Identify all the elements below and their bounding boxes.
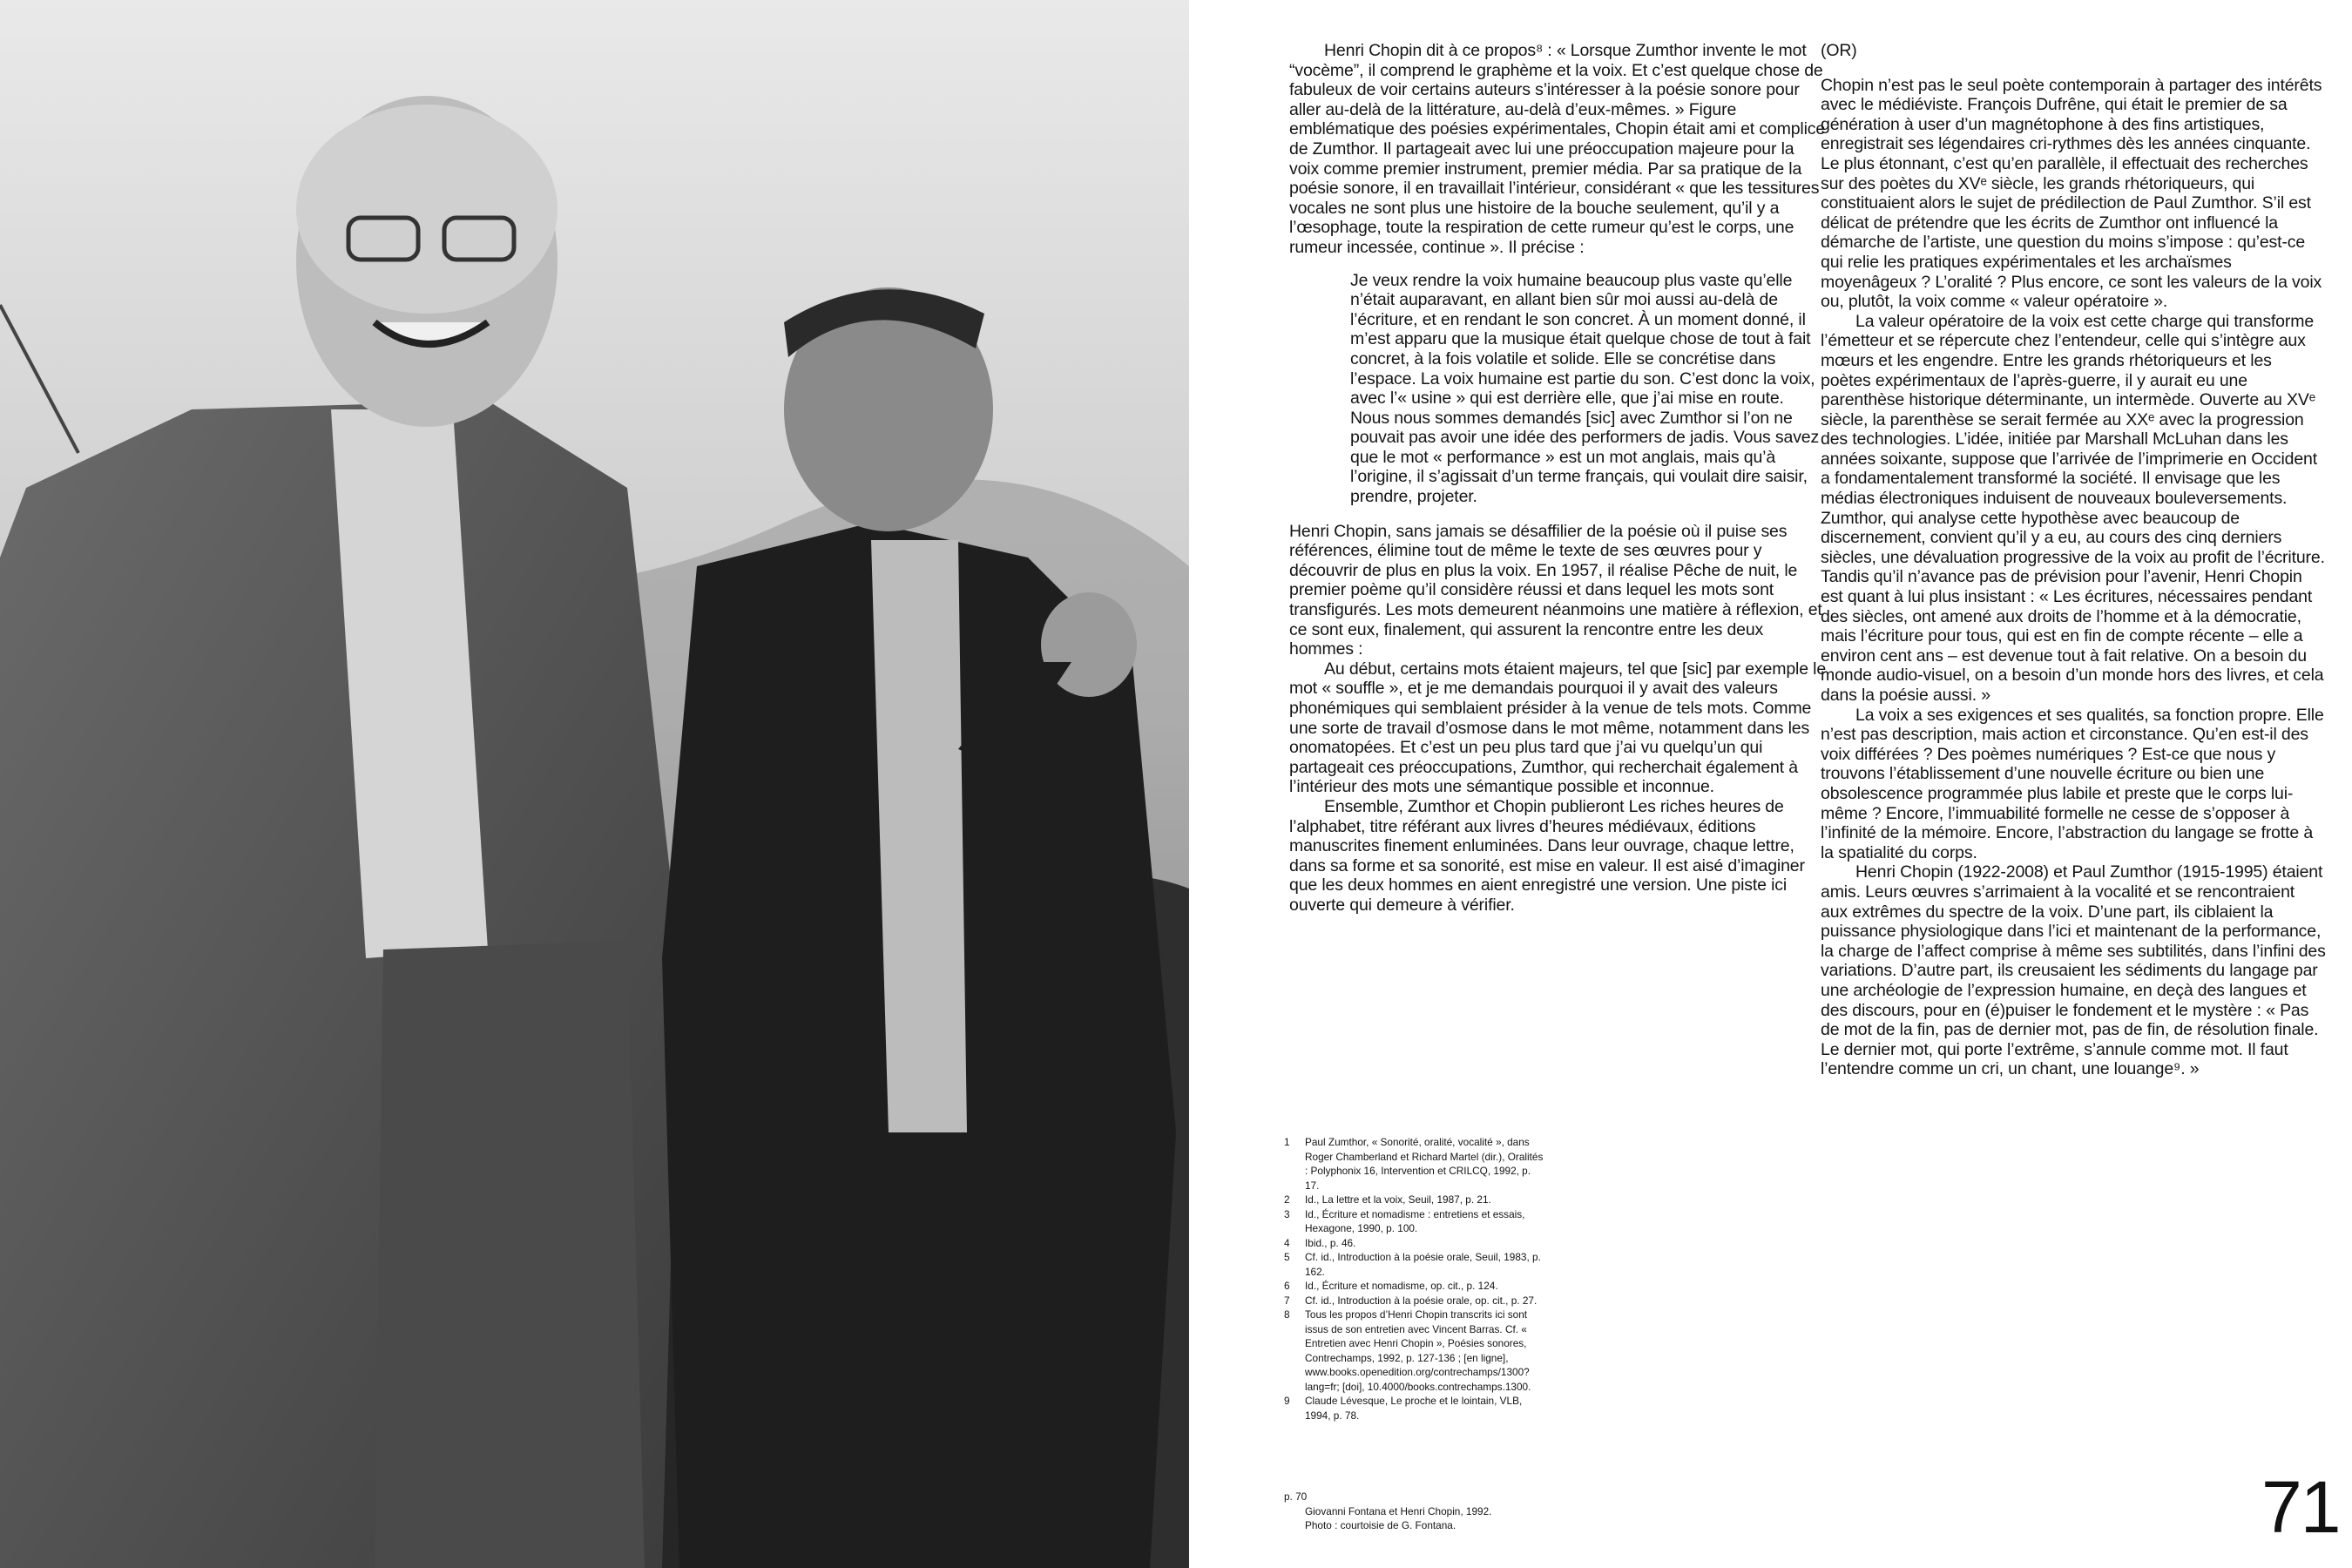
paragraph: La valeur opératoire de la voix est cette charge qui transforme l’émetteur et se répercute chez l’entendeur, celle qui s’intègre aux mœurs et les engendre. Entre les grands rhétoriqueurs et les poètes expérimentaux de l’après-guerre, il y aurait eu une parenthèse historique déterminante, un intermède. Ouverte au XVᵉ siècle, la parenthèse se serait fermée au XXᵉ avec la progression des technologies. L’idée, initiée par Marshall McLuhan dans les années soixante, suppose que l’arrivée de l’imprimerie en Occident a fondamentalement transformé la société. Il envisage que les médias électroniques induisent de nouveaux bouleversements. Zumthor, qui analyse cette hypothèse avec beaucoup de discernement, convient qu’il y a eu, au cours des cinq derniers siècles, une dévaluation progressive de la voix au profit de l’écriture. Tandis qu’il n’avance pas de prévision pour l’avenir, Henri Chopin est quant à lui plus insistant : « Les écritures, nécessaires pendant des siècles, ont amené aux droits de l’homme et à la démocratie, mais l’écriture pour tous, qui est en fin de compte récente – elle a environ cent ans – est devenue tout à fait relative. On a besoin du monde audio-visuel, on a besoin d’un monde hors des livres, et cela dans la poésie aussi. »: [1821, 311, 2325, 705]
paragraph: Chopin n’est pas le seul poète contemporain à partager des intérêts avec le médiéviste. François Dufrêne, qui était le premier de sa génération à user d’un magnétophone à des fins artistiques, enregistrait ses légendaires cri-rythmes dès les années cinquante. Le plus étonnant, c’est qu’en parallèle, il effectuait des recherches sur des poètes du XVᵉ siècle, les grands rhétoriqueurs, qui constituaient alors le sujet de prédilection de Paul Zumthor. S’il est délicat de prétendre que les écrits de Zumthor ont influencé la démarche de l’artiste, une question du moins s’impose : qu’est-ce qui relie les pratiques expérimentales et les archaïsmes moyenâgeux ? L’oralité ? Plus encore, ce sont les valeurs de la voix ou, plutôt, la voix comme « valeur opératoire ».: [1821, 75, 2322, 312]
caption-page-ref: p. 70: [1284, 1490, 1308, 1503]
page-number: 71: [2261, 1466, 2340, 1548]
photo-caption: [1284, 1490, 1563, 1533]
footnote: 3 Id., Écriture et nomadisme : entretiens et essais, Hexagone, 1990, p. 100.: [1284, 1207, 1525, 1234]
caption-credit: Photo : courtoisie de G. Fontana.: [1305, 1519, 1456, 1531]
footnote: 6 Id., Écriture et nomadisme, op. cit., p. 124.: [1284, 1280, 1498, 1292]
footnotes: [1284, 1135, 1545, 1423]
paragraph: La voix a ses exigences et ses qualités, sa fonction propre. Elle n’est pas description, mais action et circonstance. Qu’en est-il des voix différées ? Des poèmes numériques ? Est-ce que nous y trouvons l’établissement d’une nouvelle écriture ou bien une obsolescence programmée plus labile et preste que le corps lui-même ? Encore, l’immuabilité formelle ne cesse de s’opposer à l’infinité de la mémoire. Encore, l’abstraction du langage se frotte à la spatialité du corps.: [1821, 705, 2324, 862]
text-column-right: [1821, 41, 2326, 1079]
paragraph: Henri Chopin (1922-2008) et Paul Zumthor (1915-1995) étaient amis. Leurs œuvres s’arrimaient à la vocalité et se rencontraient aux extrêmes du spectre de la voix. D’une part, ils ciblaient la puissance physiologique dans l’ici et maintenant de la performance, la charge de l’affect comprise à même ses subtilités, dans l’infini des variations. D’autre part, ils creusaient les sédiments du langage par une archéologie de l’expression humaine, en deçà des langues et des discours, pour en (é)puiser le fondement et le mystère : « Pas de mot de la fin, pas de dernier mot, pas de fin, de résolution finale. Le dernier mot, qui porte l’extrême, s’annule comme mot. Il faut l’entendre comme un cri, un chant, une louange⁹. »: [1821, 862, 2326, 1079]
footnote: 2 Id., La lettre et la voix, Seuil, 1987, p. 21.: [1284, 1193, 1491, 1206]
paragraph: Henri Chopin, sans jamais se désaffilier de la poésie où il puise ses références, élimine tout de même le texte de ses œuvres pour y découvrir de plus en plus la voix. En 1957, il réalise Pêche de nuit, le premier poème qu’il considère réussi et dans lequel les mots sont transfigurés. Les mots demeurent néanmoins une matière à réflexion, et ce sont eux, finalement, qui assurent la rencontre entre les deux hommes :: [1289, 521, 1822, 659]
block-quote: [1350, 271, 1828, 507]
section-heading: (OR): [1821, 41, 1857, 60]
footnote: 5 Cf. id., Introduction à la poésie orale, Seuil, 1983, p. 162.: [1284, 1251, 1541, 1278]
footnote: 7 Cf. id., Introduction à la poésie orale, op. cit., p. 27.: [1284, 1294, 1538, 1307]
footnote: 1 Paul Zumthor, « Sonorité, oralité, vocalité », dans Roger Chamberland et Richard Martel (dir.), Oralités : Polyphonix 16, Intervention et CRILCQ, 1992, p. 17.: [1284, 1136, 1544, 1192]
footnote: 8 Tous les propos d’Henri Chopin transcrits ici sont issus de son entretien avec Vincent Barras. Cf. « Entretien avec Henri Chopin », Poésies sonores, Contrechamps, 1992, p. 127-136 ; [en ligne], www.books.openedition.org/contrechamps/1300?lang=fr; [doi], 10.4000/books.contrechamps.1300.: [1284, 1308, 1531, 1393]
text-column-left: [1289, 41, 1828, 916]
footnote: 9 Claude Lévesque, Le proche et le lointain, VLB, 1994, p. 78.: [1284, 1395, 1523, 1422]
quote-text: Je veux rendre la voix humaine beaucoup plus vaste qu’elle n’était auparavant, en allant bien sûr moi aussi au-delà de l’écriture, et en rendant le son concret. À un moment donné, il m’est apparu que la musique était quelque chose de tout à fait concret, à la fois volatile et solide. Elle se concrétise dans l’espace. La voix humaine est partie du son. C’est donc la voix, avec l’« usine » qui est derrière elle, que j’ai mise en route. Nous nous sommes demandés [sic] avec Zumthor si l’on ne pouvait pas avoir une idée des performers de jadis. Vous savez que le mot « performance » est un mot anglais, mais qu’à l’origine, il s’agissait d’un terme français, qui voulait dire saisir, prendre, projeter.: [1350, 270, 1820, 507]
footnote: 4 Ibid., p. 46.: [1284, 1236, 1356, 1249]
caption-line: Giovanni Fontana et Henri Chopin, 1992.: [1305, 1504, 1492, 1517]
paragraph: Henri Chopin dit à ce propos⁸ : « Lorsque Zumthor invente le mot “vocème”, il comprend le graphème et la voix. Et c’est quelque chose de fabuleux de voir certains auteurs s’intéresser à la poésie sonore pour aller au-delà de la littérature, au-delà d’eux-mêmes. » Figure emblématique des poésies expérimentales, Chopin était ami et complice de Zumthor. Il partageait avec lui une préoccupation majeure pour la voix comme premier instrument, premier média. Par sa pratique de la poésie sonore, il en travaillait l’intérieur, considérant « que les tessitures vocales ne sont plus une histoire de la bouche seulement, qu’il y a l’œsophage, toute la respiration de cette rumeur qu’est le corps, une rumeur incessée, continue ». Il précise :: [1289, 41, 1826, 257]
paragraph: Ensemble, Zumthor et Chopin publieront Les riches heures de l’alphabet, titre référant aux livres d’heures médiévaux, éditions manuscrites finement enluminées. Dans leur ouvrage, chaque lettre, dans sa forme et sa sonorité, est mise en valeur. Il est aisé d’imaginer que les deux hommes en aient enregistré une version. Une piste ici ouverte qui demeure à vérifier.: [1289, 796, 1805, 915]
paragraph: Au début, certains mots étaient majeurs, tel que [sic] par exemple le mot « souffle », et je me demandais pourquoi il y avait des valeurs phonémiques qui semblaient présider à la venue de tels mots. Comme une sorte de travail d’osmose dans le mot même, notamment dans les onomatopées. Et c’est un peu plus tard que j’ai vu quelqu’un qui partageait ces préoccupations, Zumthor, qui recherchait également à l’intérieur des mots une sémantique possible et inconnue.: [1289, 659, 1827, 797]
